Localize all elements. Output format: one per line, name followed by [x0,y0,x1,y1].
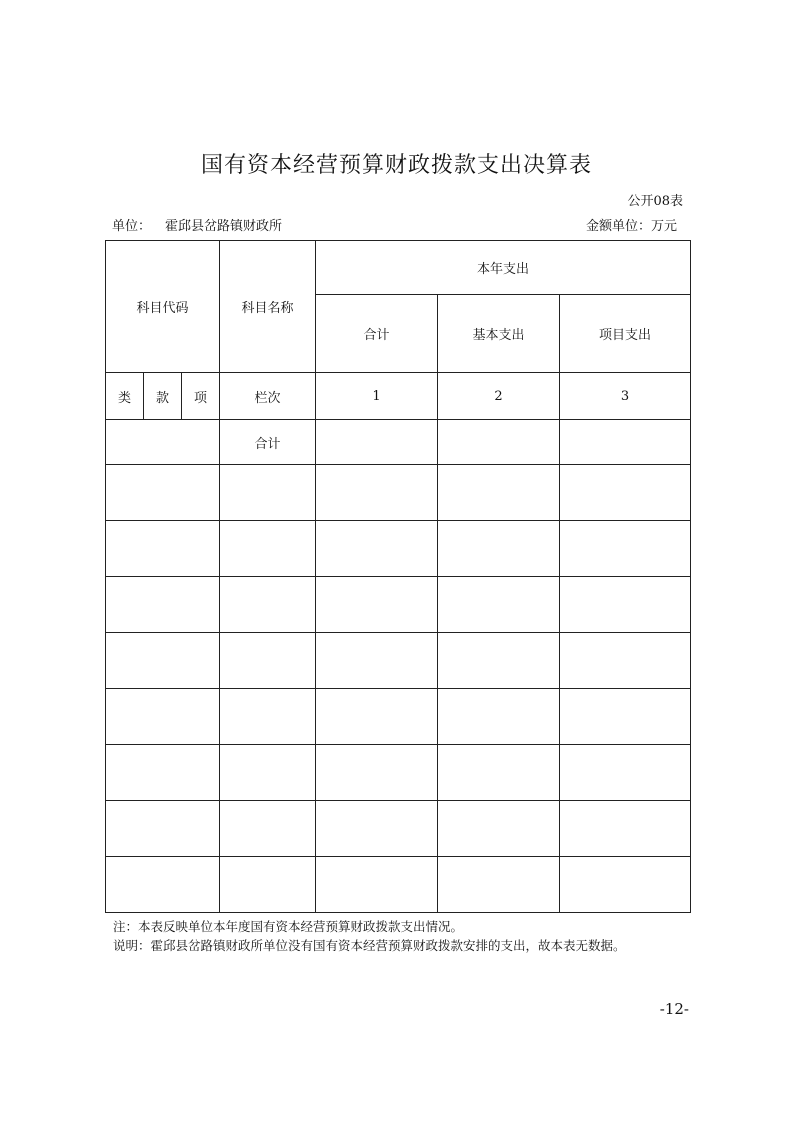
total-row-label: 合计 [220,420,316,465]
unit-line [112,215,282,234]
header-section: 款 [144,373,182,420]
unit-value: 霍邱县岔路镇财政所 [165,219,283,234]
table-cell [220,801,316,857]
table-cell [560,745,691,801]
table-cell [106,420,220,465]
table-cell [316,465,438,521]
table-cell [438,801,560,857]
header-total: 合计 [316,295,438,373]
table-cell [316,801,438,857]
table-cell [438,857,560,913]
header-item: 项 [182,373,220,420]
page-number: -12- [659,1000,689,1018]
table-cell [316,420,438,465]
notes [113,917,626,955]
table-cell [316,745,438,801]
table-cell [220,577,316,633]
table-cell [560,420,691,465]
table-cell [316,857,438,913]
table-cell [316,633,438,689]
table-cell [106,465,220,521]
header-subject-name: 科目名称 [220,241,316,373]
unit-label: 单位： [112,219,152,234]
header-column-label: 栏次 [220,373,316,420]
table-cell [220,633,316,689]
header-col1: 1 [316,373,438,420]
table-cell [438,521,560,577]
form-code: 公开08表 [627,194,683,209]
table-cell [560,577,691,633]
table-cell [438,745,560,801]
page-title: 国有资本经营预算财政拨款支出决算表 [200,153,592,178]
budget-table [105,240,691,913]
table-cell [316,689,438,745]
header-project-expense: 项目支出 [560,295,691,373]
table-cell [220,465,316,521]
table-cell [560,633,691,689]
header-col2: 2 [438,373,560,420]
table-cell [560,465,691,521]
table-cell [438,633,560,689]
explanation-text: 说明：霍邱县岔路镇财政所单位没有国有资本经营预算财政拨款安排的支出，故本表无数据。 [113,938,626,953]
table-cell [106,521,220,577]
header-subject-code: 科目代码 [106,241,220,373]
table-cell [106,745,220,801]
table-cell [438,465,560,521]
table-row [106,633,691,689]
table-cell [106,577,220,633]
total-row [106,420,691,465]
table-row [106,577,691,633]
table-cell [316,521,438,577]
header-basic-expense: 基本支出 [438,295,560,373]
note-text: 注：本表反映单位本年度国有资本经营预算财政拨款支出情况。 [113,919,464,934]
table-cell [316,577,438,633]
table-row [106,465,691,521]
table-cell [438,420,560,465]
table-cell [560,857,691,913]
table-row [106,689,691,745]
table-cell [220,857,316,913]
table-cell [106,633,220,689]
header-current-year-expense: 本年支出 [316,241,691,295]
table-cell [220,689,316,745]
table-row [106,521,691,577]
table-cell [220,745,316,801]
table-cell [220,521,316,577]
table-cell [438,577,560,633]
header-col3: 3 [560,373,691,420]
table-row [106,801,691,857]
table-cell [106,801,220,857]
table-cell [438,689,560,745]
table-cell [106,857,220,913]
table-row [106,745,691,801]
table-cell [560,689,691,745]
table-cell [106,689,220,745]
table-cell [560,521,691,577]
table-row [106,857,691,913]
amount-unit: 金额单位：万元 [585,219,677,234]
header-category: 类 [106,373,144,420]
table-cell [560,801,691,857]
